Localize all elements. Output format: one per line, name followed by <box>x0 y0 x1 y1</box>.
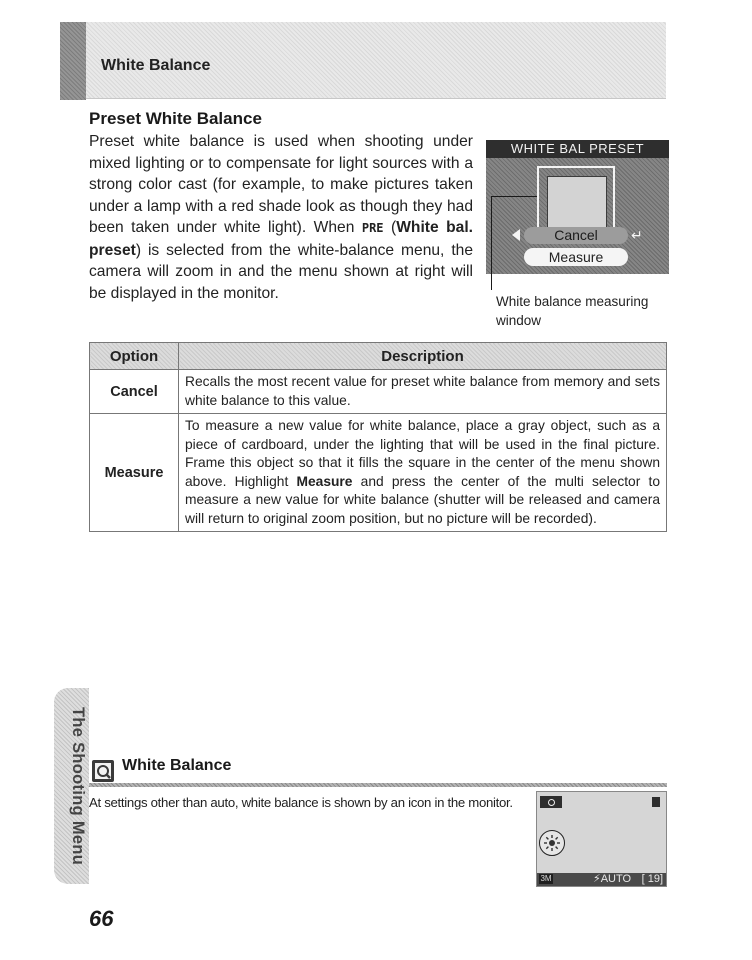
camera-screen-caption: White balance measuring window <box>496 294 649 328</box>
memory-card-icon <box>652 797 660 807</box>
intro-text-3: ) is selected from the white-balance menu, the camera will zoom in and the menu shown at right will be displayed in the monitor. <box>89 241 473 302</box>
table-cell-option: Cancel <box>90 370 179 414</box>
table-cell-option: Measure <box>90 414 179 532</box>
camera-cancel-option: Cancel <box>524 227 628 244</box>
table-header-option: Option <box>90 343 179 370</box>
image-size-icon: 3M <box>540 874 552 883</box>
measure-desc-part-1: To measure a new value for white balance, place a gray object, such as a piece of cardboard, under the lighting that will be used in the final picture. Frame this object so that it fills the square in the center of the menu shown above. Highlight <box>185 418 660 489</box>
table-row <box>90 414 667 532</box>
page-number: 66 <box>89 906 114 931</box>
pre-label: PRE <box>361 221 384 235</box>
flash-mode-indicator: ⚡AUTO <box>593 873 632 885</box>
page-header-title: White Balance <box>101 57 211 74</box>
measure-desc-bold: Measure <box>296 473 353 489</box>
tip-divider <box>89 783 667 787</box>
sidebar-label: The Shooting Menu <box>69 706 87 866</box>
intro-text-1: Preset white balance is used when shooting under mixed lighting or to compensate for light sources with a strong color cast (for example, to make pictures taken under a lamp with a red shade look as though they had been taken under white light). When <box>89 133 473 236</box>
monitor-status-bar <box>537 873 666 886</box>
measure-desc-part-2: and press the center of the multi selector to measure a new value for white balance (shutter will be released and camera will return to original zoom position, but no picture will be recorded). <box>185 473 661 526</box>
white-balance-icon <box>539 830 565 856</box>
white-balance-note-icon <box>92 760 114 782</box>
section-title: Preset White Balance <box>89 109 262 128</box>
camera-measure-option: Measure <box>524 248 628 266</box>
caption-leader-vertical <box>491 196 492 290</box>
exposure-count: [ 19] <box>641 873 663 885</box>
camera-mode-icon <box>540 796 562 808</box>
header-tab <box>60 22 86 100</box>
enter-icon: ↵ <box>631 227 643 243</box>
left-arrow-icon <box>512 229 520 241</box>
camera-screen-title: WHITE BAL PRESET <box>486 140 669 158</box>
intro-bold-term: White bal. preset <box>89 219 473 259</box>
intro-text-2: ( <box>383 219 397 236</box>
table-cell-description: Recalls the most recent value for preset white balance from memory and sets white balance to this value. <box>179 370 667 414</box>
caption-leader-horizontal <box>491 196 537 197</box>
camera-screen <box>486 140 669 274</box>
tip-text: At settings other than auto, white balance is shown by an icon in the monitor. <box>89 795 513 810</box>
table-row <box>90 370 667 414</box>
monitor-illustration <box>536 791 667 887</box>
tip-title: White Balance <box>122 757 232 774</box>
intro-paragraph <box>89 131 473 304</box>
table-header-description: Description <box>179 343 667 370</box>
measuring-window <box>547 176 607 232</box>
table-cell-description <box>179 414 667 532</box>
options-table <box>89 342 667 532</box>
table-header-row <box>90 343 667 370</box>
